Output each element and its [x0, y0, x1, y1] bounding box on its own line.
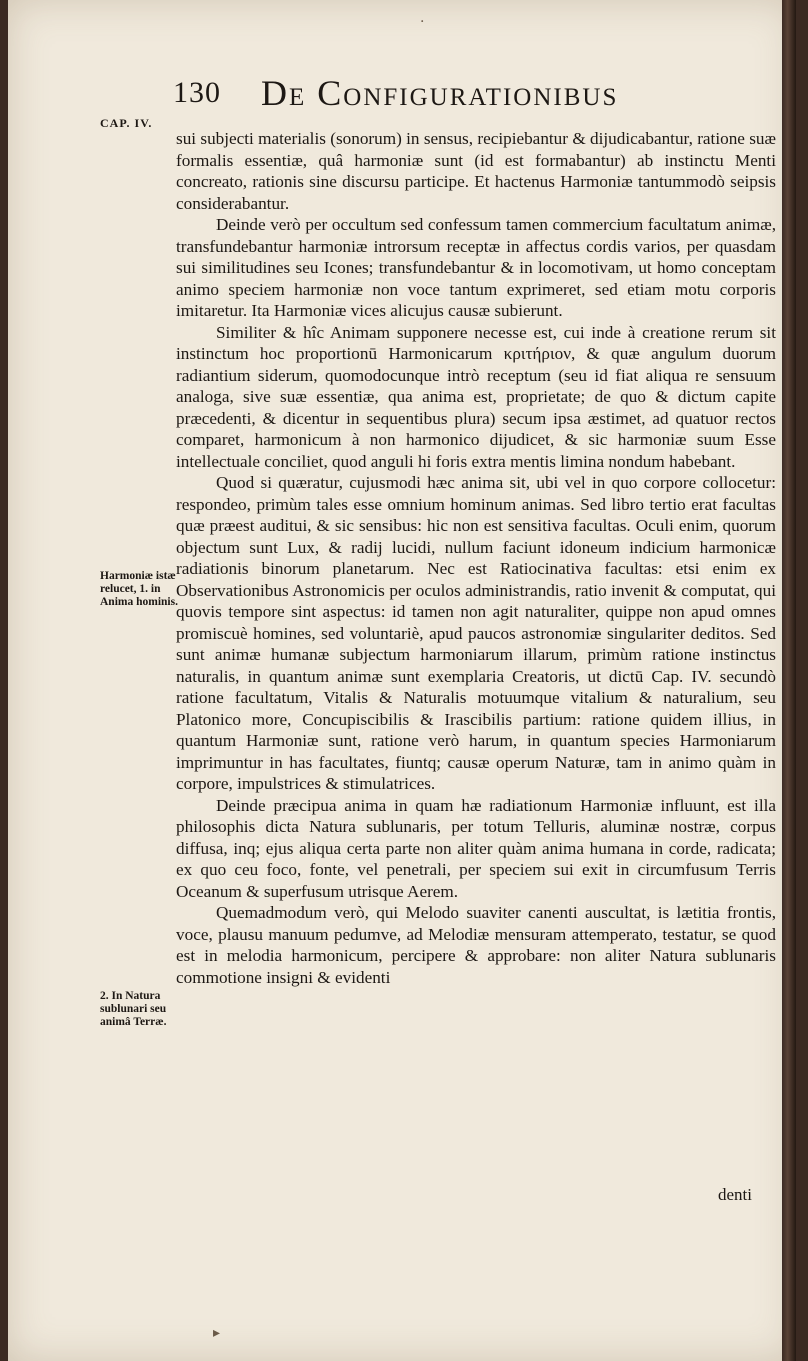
running-title: De Configurationibus: [261, 73, 619, 113]
paragraph: sui subjecti materialis (sonorum) in sensus, recipiebantur & dijudicabantur, ratione suæ formalis essentiæ, quâ harmoniæ sunt (id est formabantur) ab instinctu Menti concreato, rationis sine discursu participe. Et hactenus Harmoniæ tantummodò seipsis considerabantur.: [176, 129, 776, 213]
book-page: [8, 0, 796, 1361]
page-speck: ·: [420, 14, 425, 30]
paragraph: Quemadmodum verò, qui Melodo suaviter canenti auscultat, is lætitia frontis, voce, plausu manuum pedumve, ad Melodiæ mensuram attemperato, testatur, se quod est in melodia harmonicum, percipere & approbare: non aliter Natura sublunaris commotione insigni & evidenti: [176, 903, 776, 987]
page-speck: ▸: [213, 1325, 221, 1341]
paragraph: Deinde præcipua anima in quam hæ radiationum Harmoniæ influunt, est illa philosophis dicta Natura sublunaris, per totum Telluris, aluminæ nostræ, corpus diffusa, inq; ejus aliqua certa parte non aliter quàm anima humana in corde, radicata; ex quo ceu foco, fonte, vel penetrali, per speciem sui exit in circumfusum Terris Oceanum & superfusum utrisque Aerem.: [176, 795, 776, 901]
page-edge: [782, 0, 796, 1361]
paragraph: Deinde verò per occultum sed confessum tamen commercium facultatum animæ, transfundebantur harmoniæ introrsum receptæ in affectus cordis varios, per quasdam sui similitudines seu Icones; transfundebantur & in locomotivam, ut homo conceptam animo speciem harmoniæ non voce tantum exprimeret, sed etiam motu corporis imitaretur. Ita Harmoniæ vices alicujus causæ subierunt.: [176, 215, 776, 320]
page-number: 130: [173, 76, 221, 109]
paragraph: Quod si quæratur, cujusmodi hæc anima sit, ubi vel in quo corpore collocetur: respondeo, primùm tales esse omnium hominum animas. Sed libro tertio erat facultas quæ præest auditui, & sic sensibus: hic non est sensitiva facultas. Oculi enim, quorum objectum sunt Lux, & radij lucidi, nullum faciunt idoneum indicium harmonicæ radiationis binorum planetarum. Nec est Ratiocinativa facultas: etsi enim ex Observationibus Astronomicis per oculos administrandis, ratio invenit & computat, qui quovis tempore sint aspectus: id tamen non agit naturaliter, quippe non apud omnes promiscuè homines, sed voluntariè, apud paucos astronomiæ singulariter deditos. Sed sunt animæ humanæ subjectum harmoniarum illarum, primùm ratione instinctus naturalis, in quantum animæ sunt exemplaria Creatoris, ut dictū Cap. IV. secundò ratione facultatum, Vitalis & Naturalis motuumque vitalium & naturalium, seu Platonico more, Concupiscibilis & Irascibilis partium: ratione quidem illius, in quantum Harmoniæ sunt, ratione verò harum, in quantum species Harmoniarum imprimuntur in has facultates, fiuntq; causæ operum Naturæ, tam in animo quàm in corpore, impulstrices & stimulatrices.: [176, 473, 776, 793]
margin-note: 2. In Natura sublunari seu animâ Terræ.: [100, 990, 167, 1028]
chapter-label: CAP. IV.: [100, 116, 153, 130]
catchword: denti: [718, 1185, 752, 1204]
running-header: [173, 72, 743, 122]
margin-note: Harmoniæ istæ relucet, 1. in Anima hominis.: [100, 570, 178, 608]
body-text: [176, 128, 776, 988]
paragraph: Similiter & hîc Animam supponere necesse est, cui inde à creatione rerum sit instinctum hoc proportionū Harmonicarum κριτήριον, & quæ angulum duorum radiantium siderum, quomodocunque intrò receptum (seu id fiat aliqua re sensuum analoga, sive suæ essentiæ, qua anima est, proprietate; de quo & dictum capite præcedenti, & dicentur in sequentibus plura) secum ipsa æstimet, ad quatuor rectos comparet, harmonicum à non harmonico dijudicet, & sic harmoniæ suum Esse intellectuale conciliet, quod anguli hi foris extra mentis limina nondum habebant.: [176, 322, 776, 471]
